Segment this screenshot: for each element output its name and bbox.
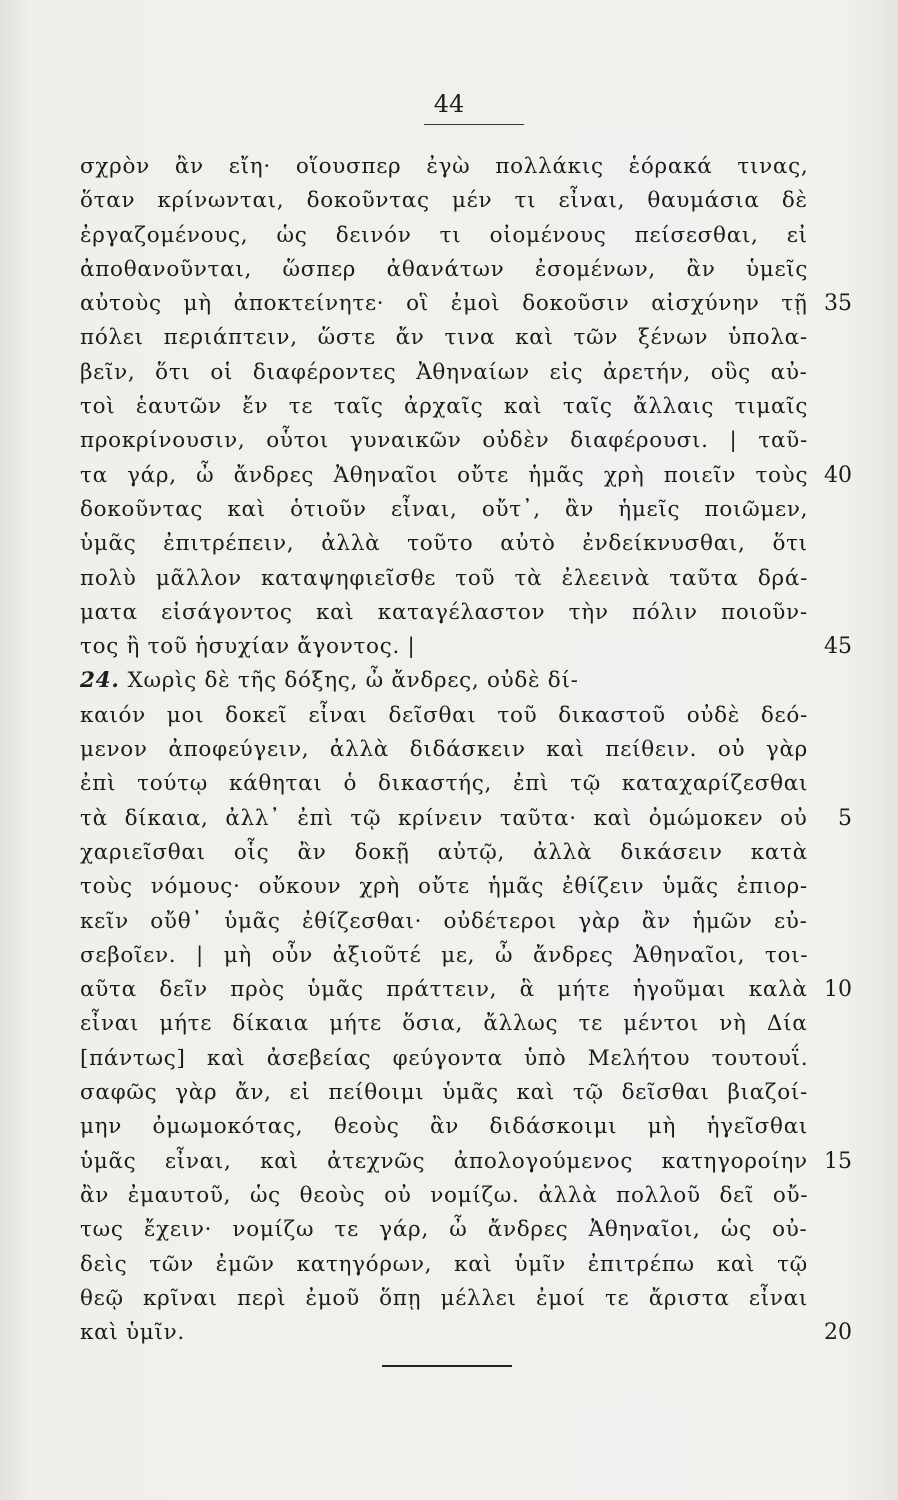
line-text: Χωρὶς δὲ τῆς δόξης, ὦ ἄνδρες, οὐδὲ δί- (127, 668, 579, 694)
end-rule (382, 1365, 512, 1367)
page-number: 44 (433, 90, 465, 118)
line-text: βεῖν, ὅτι οἱ διαφέροντες Ἀθηναίων εἰς ἀρετήν, οὓς αὐ- (80, 359, 808, 385)
text-line (80, 699, 840, 733)
text-line (80, 1007, 840, 1041)
line-text: μην ὀμωμοκότας, θεοὺς ἂν διδάσκοιμι μὴ ἡγεῖσθαι (80, 1114, 809, 1140)
line-text: ματα εἰσάγοντος καὶ καταγέλαστον τὴν πόλιν ποιοῦν- (80, 599, 808, 625)
text-line (80, 1042, 840, 1076)
line-number: 35 (824, 291, 852, 317)
line-text: χαριεῖσθαι οἷς ἂν δοκῇ αὐτῷ, ἀλλὰ δικάσειν κατὰ (80, 839, 808, 865)
text-line (80, 219, 840, 253)
line-text: τοὶ ἑαυτῶν ἔν τε ταῖς ἀρχαῖς καὶ ταῖς ἄλλαις τιμαῖς (80, 394, 809, 420)
line-text: τα γάρ, ὦ ἄνδρες Ἀθηναῖοι οὔτε ἡμᾶς χρὴ ποιεῖν τοὺς (80, 462, 809, 488)
line-number: 45 (824, 634, 852, 660)
line-text: πόλει περιάπτειν, ὥστε ἄν τινα καὶ τῶν ξένων ὑπολα- (80, 325, 808, 351)
line-text: τοὺς νόμους· οὔκουν χρὴ οὔτε ἡμᾶς ἐθίζειν ὑμᾶς ἐπιορ- (80, 874, 808, 900)
line-text: δοκοῦντας καὶ ὁτιοῦν εἶναι, οὔτ᾿, ἂν ἡμεῖς ποιῶμεν, (80, 496, 809, 522)
line-number: 15 (824, 1148, 852, 1174)
line-text: [πάντως] καὶ ἀσεβείας φεύγοντα ὑπὸ Μελήτου τουτουΐ. (80, 1045, 809, 1071)
line-text: ὅταν κρίνωνται, δοκοῦντας μέν τι εἶναι, θαυμάσια δὲ (80, 188, 808, 214)
text-line (80, 184, 840, 218)
line-text: αὐτοὺς μὴ ἀποκτείνητε· οἳ ἐμοὶ δοκοῦσιν αἰσχύνην τῇ (80, 291, 808, 317)
line-text: ἂν ἐμαυτοῦ, ὡς θεοὺς οὐ νομίζω. ἀλλὰ πολλοῦ δεῖ οὔ- (80, 1182, 809, 1208)
text-line (80, 493, 840, 527)
text-line (80, 802, 852, 836)
line-text: ὑμᾶς ἐπιτρέπειν, ἀλλὰ τοῦτο αὐτὸ ἐνδείκνυσθαι, ὅτι (80, 531, 808, 557)
text-line (80, 664, 840, 698)
text-line (80, 1179, 840, 1213)
text-line (80, 1316, 852, 1350)
text-line (80, 287, 852, 321)
text-line (80, 150, 840, 184)
text-line (80, 1248, 840, 1282)
text-line (80, 973, 852, 1007)
line-text: σεβοῖεν. | μὴ οὖν ἀξιοῦτέ με, ὦ ἄνδρες Ἀθηναῖοι, τοι- (80, 942, 809, 968)
line-text: ἐργαζομένους, ὡς δεινόν τι οἰομένους πείσεσθαι, εἰ (80, 222, 808, 248)
line-text: δεὶς τῶν ἐμῶν κατηγόρων, καὶ ὑμῖν ἐπιτρέπω καὶ τῷ (80, 1251, 808, 1277)
text-block (80, 150, 852, 1350)
line-text: αῦτα δεῖν πρὸς ὑμᾶς πράττειν, ἃ μήτε ἡγοῦμαι καλὰ (80, 977, 808, 1003)
text-line (80, 562, 840, 596)
text-line (80, 390, 840, 424)
line-text: τος ἢ τοῦ ἡσυχίαν ἄγοντος. | (80, 634, 416, 660)
line-text: ἀποθανοῦνται, ὥσπερ ἀθανάτων ἐσομένων, ἂν ὑμεῖς (80, 256, 809, 282)
text-line (80, 596, 840, 630)
text-line (80, 870, 840, 904)
line-number: 5 (838, 805, 852, 831)
text-line (80, 356, 840, 390)
line-text: καὶ ὑμῖν. (80, 1320, 185, 1346)
line-text: σχρὸν ἂν εἴη· οἵουσπερ ἐγὼ πολλάκις ἑόρακά τινας, (80, 154, 809, 179)
line-text: προκρίνουσιν, οὗτοι γυναικῶν οὐδὲν διαφέρουσι. | ταῦ- (80, 428, 808, 454)
page-number-rule (424, 124, 524, 125)
text-line (80, 424, 840, 458)
line-number: 20 (824, 1320, 852, 1346)
text-line (80, 836, 840, 870)
line-text: θεῷ κρῖναι περὶ ἐμοῦ ὅπῃ μέλλει ἐμοί τε ἄριστα εἶναι (80, 1285, 808, 1311)
line-text: σαφῶς γὰρ ἄν, εἰ πείθοιμι ὑμᾶς καὶ τῷ δεῖσθαι βιαζοί- (80, 1080, 809, 1106)
line-number: 40 (824, 462, 852, 488)
line-text: ἐπὶ τούτῳ κάθηται ὁ δικαστής, ἐπὶ τῷ καταχαρίζεσθαι (80, 771, 809, 797)
line-text: κεῖν οὔθ᾿ ὑμᾶς ἐθίζεσθαι· οὐδέτεροι γὰρ ἂν ἡμῶν εὐ- (80, 908, 808, 934)
text-line (80, 767, 840, 801)
text-line (80, 939, 840, 973)
text-line (80, 527, 840, 561)
text-line (80, 1213, 840, 1247)
text-line (80, 1110, 840, 1144)
text-line (80, 459, 852, 493)
text-line (80, 905, 840, 939)
text-line (80, 321, 840, 355)
line-text: τὰ δίκαια, ἀλλ᾿ ἐπὶ τῷ κρίνειν ταῦτα· καὶ ὀμώμοκεν οὐ (80, 805, 808, 831)
line-text: μενον ἀποφεύγειν, ἀλλὰ διδάσκειν καὶ πείθειν. οὐ γὰρ (80, 737, 809, 763)
line-text: ὑμᾶς εἶναι, καὶ ἀτεχνῶς ἀπολογούμενος κατηγοροίην (80, 1148, 808, 1174)
text-line (80, 1076, 840, 1110)
text-line (80, 253, 840, 287)
section-number: 24. (80, 668, 120, 694)
line-text: εἶναι μήτε δίκαια μήτε ὅσια, ἄλλως τε μέντοι νὴ Δία (80, 1011, 808, 1037)
line-text: τως ἔχειν· νομίζω τε γάρ, ὦ ἄνδρες Ἀθηναῖοι, ὡς οὐ- (80, 1217, 808, 1243)
text-line (80, 630, 852, 664)
line-text: καιόν μοι δοκεῖ εἶναι δεῖσθαι τοῦ δικαστοῦ οὐδὲ δεό- (80, 702, 808, 728)
text-line (80, 1145, 852, 1179)
line-number: 10 (824, 977, 852, 1003)
line-text: πολὺ μᾶλλον καταψηφιεῖσθε τοῦ τὰ ἐλεεινὰ ταῦτα δρά- (80, 565, 809, 591)
text-line (80, 1282, 840, 1316)
text-line (80, 733, 840, 767)
